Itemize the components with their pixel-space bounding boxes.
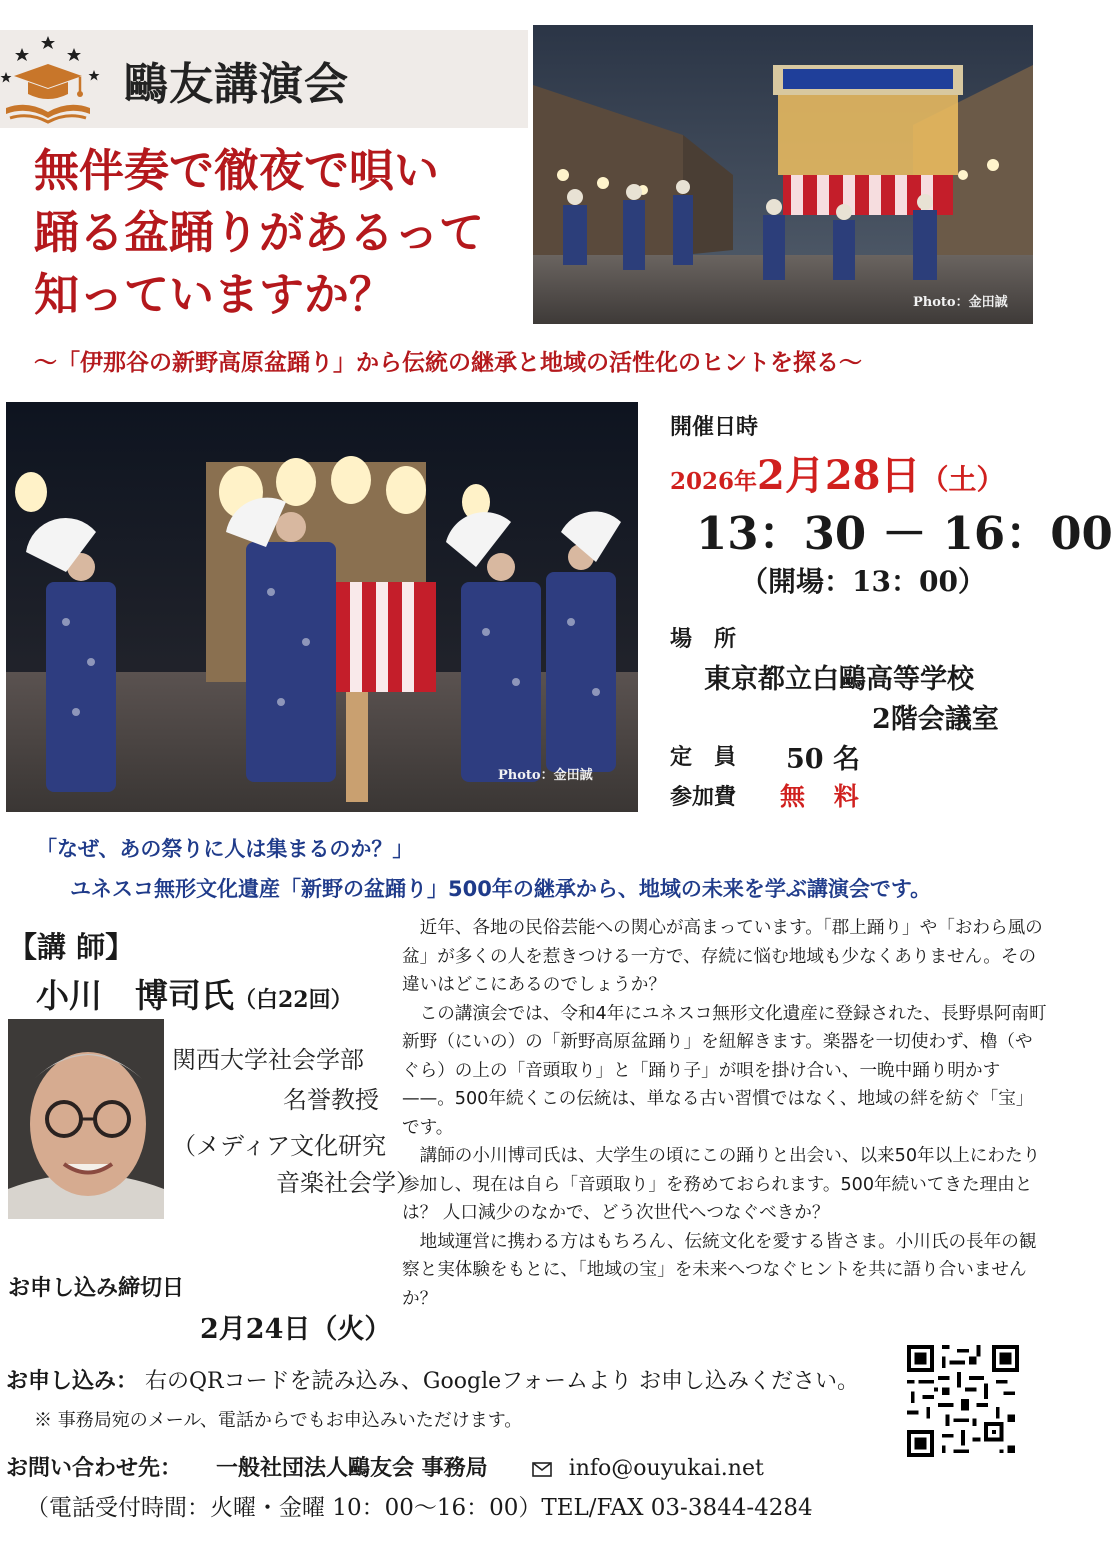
- description: [402, 914, 1047, 1313]
- org-event-name: 鷗友講演会: [124, 59, 349, 110]
- lecturer-note: （白22回）: [234, 987, 353, 1013]
- description-paragraph-1: 近年、各地の民俗芸能への関心が高まっています。「郡上踊り」や「おわら風の盆」が多くの人を惹きつける一方で、存続に悩む地域も少なくありません。その違いはどこにあるのでしょうか？: [402, 918, 1043, 995]
- lecturer-name: [36, 970, 353, 1017]
- contact-info: [6, 1451, 764, 1482]
- venue-label: 場 所: [670, 626, 737, 652]
- tagline: 「なぜ、あの祭りに人は集まるのか？」: [36, 837, 414, 861]
- contact-org: 一般社団法人鷗友会 事務局: [216, 1455, 488, 1481]
- event-weekday: （土）: [920, 463, 1005, 496]
- event-year: 2026年: [670, 468, 758, 495]
- lecturer-heading: 【講 師】: [8, 930, 135, 964]
- contact-label: お問い合わせ先：: [6, 1455, 183, 1481]
- description-paragraph-4: 地域運営に携わる方はもちろん、伝統文化を愛する皆さま。小川氏の長年の観察と実体験をもとに、「地域の宝」を未来へつなぐヒントを共に語り合いませんか？: [402, 1231, 1037, 1309]
- deadline-value: 2月24日（火）: [200, 1314, 392, 1345]
- deadline-label: お申し込み締切日: [8, 1275, 185, 1301]
- lecturer-field-2: 音楽社会学）: [276, 1169, 420, 1197]
- catchphrase: ユネスコ無形文化遺産「新野の盆踊り」500年の継承から、地域の未来を学ぶ講演会です。: [70, 877, 932, 901]
- application-instructions: [6, 1364, 859, 1395]
- fee-label: 参加費: [670, 784, 737, 810]
- headline: [34, 140, 524, 326]
- lecturer-affiliation-2: 名誉教授: [283, 1086, 379, 1114]
- application-text: 右のQRコードを読み込み、Googleフォームより お申し込みください。: [138, 1369, 860, 1394]
- dancers-photo: [6, 402, 638, 812]
- lecturer-name-text: 小川 博司氏: [36, 976, 234, 1015]
- application-note: ※ 事務局宛のメール、電話からでもお申込みいただけます。: [34, 1410, 523, 1431]
- event-date: [670, 444, 1005, 501]
- fee-value: 無 料: [780, 782, 869, 811]
- lecturer-portrait: [8, 1019, 164, 1219]
- capacity-label: 定 員: [670, 744, 737, 770]
- phone-hours: （電話受付時間：火曜・金曜 10：00～16：00）TEL/FAX 03-3844-4284: [26, 1495, 813, 1521]
- lecturer-affiliation-1: 関西大学社会学部: [172, 1046, 364, 1074]
- doors-open: （開場：13：00）: [740, 565, 986, 598]
- contact-email-link[interactable]: info@ouyukai.net: [568, 1456, 764, 1481]
- photo-credit-main: Photo：金田誠: [498, 768, 593, 783]
- capacity-value: 50 名: [786, 744, 860, 775]
- venue-room: 2階会議室: [872, 704, 999, 735]
- mail-icon: [532, 1462, 552, 1477]
- event-time: 13：30 － 16：00: [696, 507, 1113, 560]
- headline-line-3: 知っていますか？: [34, 268, 395, 321]
- subtitle: ～「伊那谷の新野高原盆踊り」から伝統の継承と地域の活性化のヒントを探る～: [34, 349, 862, 376]
- venue-name: 東京都立白鷗高等学校: [704, 664, 974, 695]
- description-paragraph-3: 講師の小川博司氏は、大学生の頃にこの踊りと出会い、以来50年以上にわたり参加し、現在は自ら「音頭取り」を務めておられます。500年続いてきた理由とは？ 人口減少のなかで、どう次世代へつなぐべきか？: [402, 1146, 1041, 1223]
- date-label: 開催日時: [670, 414, 759, 440]
- description-paragraph-2: この講演会では、令和4年にユネスコ無形文化遺産に登録された、長野県阿南町新野（にいの）の「新野高原盆踊り」を紐解きます。楽器を一切使わず、櫓（やぐら）の上の「音頭取り」と「踊り子」が唄を掛け合い、一晩中踊り明かす——。500年続くこの伝統は、単なる古い習慣ではなく、地域の絆を紡ぐ「宝」です。: [402, 1003, 1047, 1138]
- application-label: お申し込み：: [6, 1368, 139, 1394]
- headline-line-1: 無伴奏で徹夜で唄い: [34, 144, 440, 197]
- photo-credit-top: Photo：金田誠: [913, 295, 1008, 310]
- festival-street-photo: [533, 25, 1033, 324]
- headline-line-2: 踊る盆踊りがあるって: [34, 206, 485, 259]
- mortarboard-book-logo: [2, 30, 118, 130]
- lecturer-field-1: （メディア文化研究: [172, 1132, 387, 1160]
- event-day: 2月28日: [757, 452, 921, 499]
- qr-code[interactable]: [907, 1345, 1019, 1457]
